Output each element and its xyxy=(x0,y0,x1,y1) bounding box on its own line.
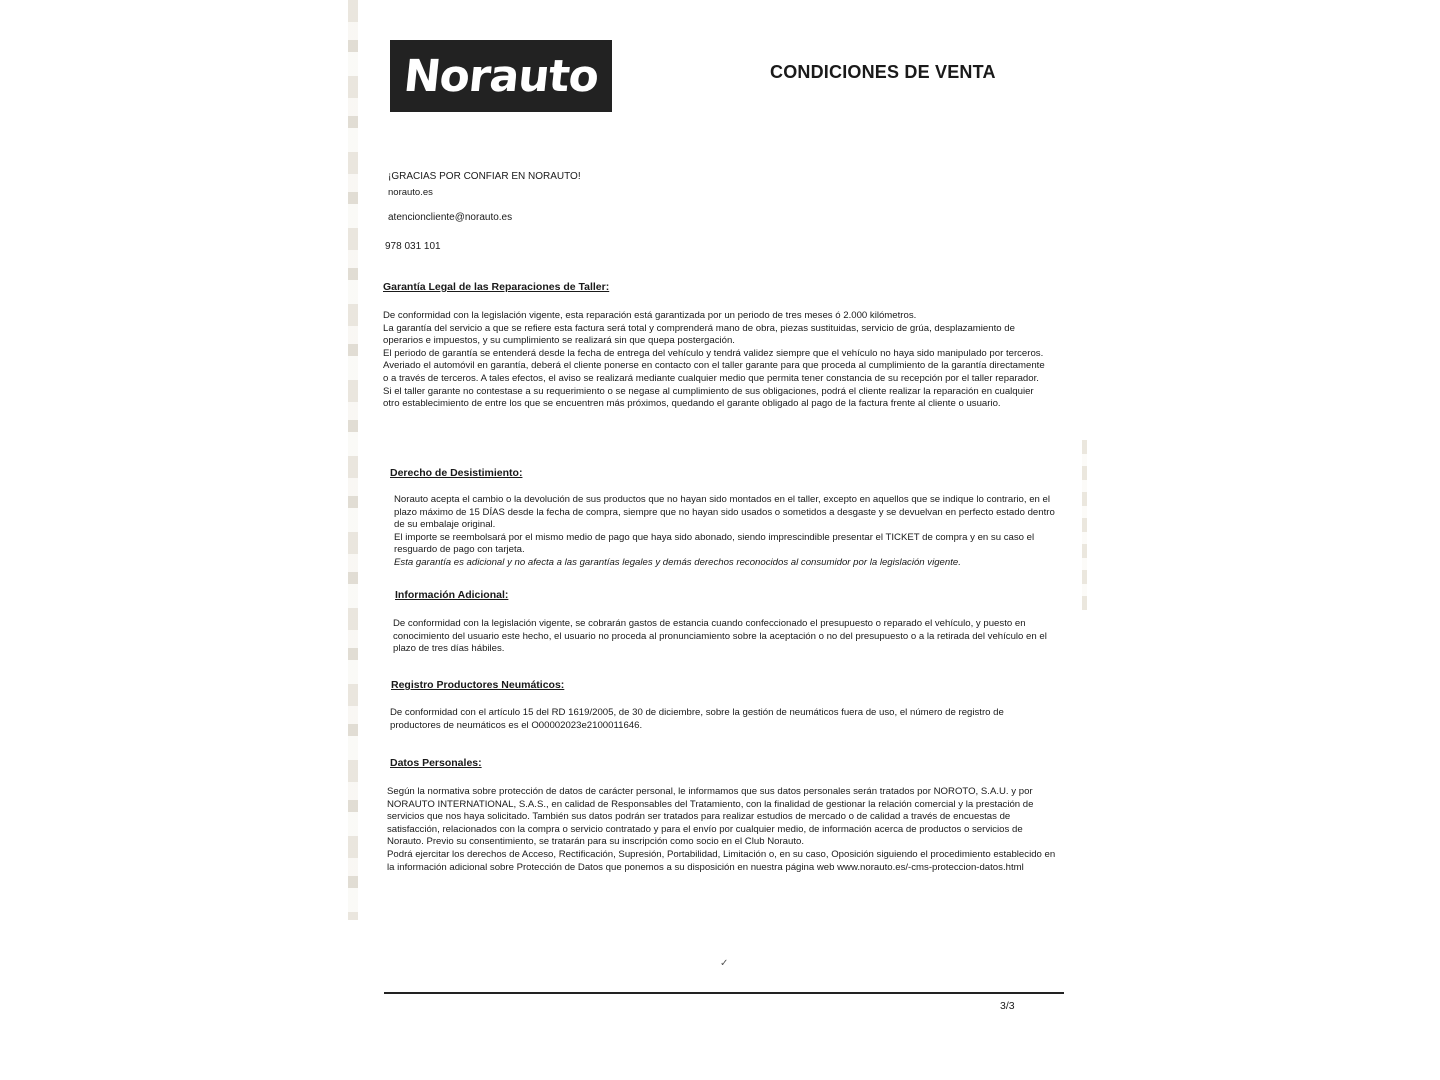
email-line: atencioncliente@norauto.es xyxy=(388,212,513,223)
section-body-desistimiento xyxy=(394,494,1056,570)
document-title: CONDICIONES DE VENTA xyxy=(770,62,996,82)
section-paragraph: De conformidad con la legislación vigente, se cobrarán gastos de estancia cuando confeccionado el presupuesto o reparado el vehículo, y puesto en conocimiento del usuario este hecho, el usuario no proceda al pronunciamiento sobre la aceptación o no del presupuesto o a la retirada del vehículo en el plazo de tres días hábiles. xyxy=(393,618,1047,655)
norauto-logo xyxy=(390,40,612,112)
scan-right-edge xyxy=(1082,440,1087,610)
website-line: norauto.es xyxy=(388,187,433,198)
section-paragraph: El importe se reembolsará por el mismo medio de pago que haya sido abonado, siendo imprescindible presentar el TICKET de compra y en su caso el resguardo de pago con tarjeta. xyxy=(394,531,1035,556)
section-paragraph: De conformidad con el artículo 15 del RD 1619/2005, de 30 de diciembre, sobre la gestión de neumáticos fuera de uso, el número de registro de productores de neumáticos es el O00002023e2100011646. xyxy=(390,707,1004,731)
pen-check-mark: ✓ xyxy=(720,958,729,969)
section-paragraph: Si el taller garante no contestase a su requerimiento o se negase al cumplimiento de sus obligaciones, podrá el cliente realizar la reparación en cualquier otro establecimiento de entre los que se encuentren más próximos, quedando el garante obligado al pago de la factura frente al cliente o usuario. xyxy=(383,385,1034,410)
section-heading-informacion: Información Adicional: xyxy=(395,589,509,601)
section-paragraph: El periodo de garantía se entenderá desde la fecha de entrega del vehículo y tendrá validez siempre que el vehículo no haya sido manipulado por terceros. xyxy=(383,347,1044,359)
section-body-garantia xyxy=(383,310,1051,411)
section-paragraph: La garantía del servicio a que se refiere esta factura será total y comprenderá mano de obra, piezas sustituidas, servicio de grúa, desplazamiento de operarios e impuestos, y su cumplimiento se realizará sin que quepa postergación. xyxy=(383,322,1015,347)
section-paragraph: Norauto acepta el cambio o la devolución de sus productos que no hayan sido montados en el taller, excepto en aquellos que se indique lo contrario, en el plazo máximo de 15 DÍAS desde la fecha de compra, siempre que no hayan sido usados o sometidos a desgaste y se devuelvan en perfecto estado dentro de su embalaje original. xyxy=(394,494,1055,531)
scan-left-edge xyxy=(348,0,358,920)
section-heading-datos: Datos Personales: xyxy=(390,757,482,769)
page-number: 3/3 xyxy=(1000,1000,1015,1012)
document-page xyxy=(358,0,1080,1080)
section-heading-neumaticos: Registro Productores Neumáticos: xyxy=(391,679,565,691)
section-paragraph: De conformidad con la legislación vigente, esta reparación está garantizada por un periodo de tres meses ó 2.000 kilómetros. xyxy=(383,310,917,321)
footer-rule xyxy=(384,992,1064,994)
section-paragraph: Según la normativa sobre protección de datos de carácter personal, le informamos que sus datos personales serán tratados por NOROTO, S.A.U. y por NORAUTO INTERNATIONAL, S.A.S., en calidad de Responsables del Tratamiento, con la finalidad de gestionar la relación comercial y la prestación de servicios que nos haya solicitado. También sus datos podrán ser tratados para realizar estudios de mercado o de calidad a través de encuestas de satisfacción, relacionados con la compra o servicio contratado y para el envío por cualquier medio, de información acerca de productos o servicios de Norauto. Previo su consentimiento, se tratarán para su inscripción como socio en el Club Norauto. xyxy=(387,786,1034,848)
section-paragraph: Averiado el automóvil en garantía, deberá el cliente ponerse en contacto con el taller garante para que proceda al cumplimiento de la garantía directamente o a través de terceros. A tales efectos, el aviso se realizará mediante cualquier medio que permita tener constancia de su recepción por el taller reparador. xyxy=(383,360,1045,384)
section-paragraph: Podrá ejercitar los derechos de Acceso, Rectificación, Supresión, Portabilidad, Limitación o, en su caso, Oposición siguiendo el procedimiento establecido en la información adicional sobre Protección de Datos que ponemos a su disposición en nuestra página web www.norauto.es/-cms-proteccion-datos.html xyxy=(387,848,1056,873)
phone-line: 978 031 101 xyxy=(385,241,441,252)
logo-text: Norauto xyxy=(401,50,601,102)
section-heading-garantia: Garantía Legal de las Reparaciones de Taller: xyxy=(383,281,610,293)
section-heading-desistimiento: Derecho de Desistimiento: xyxy=(390,467,523,479)
section-body-informacion xyxy=(393,618,1055,656)
section-paragraph: Esta garantía es adicional y no afecta a las garantías legales y demás derechos reconocidos al consumidor por la legislación vigente. xyxy=(394,556,961,568)
section-body-datos xyxy=(387,786,1059,874)
section-body-neumaticos xyxy=(390,707,1052,732)
thanks-line: ¡GRACIAS POR CONFIAR EN NORAUTO! xyxy=(388,171,581,182)
